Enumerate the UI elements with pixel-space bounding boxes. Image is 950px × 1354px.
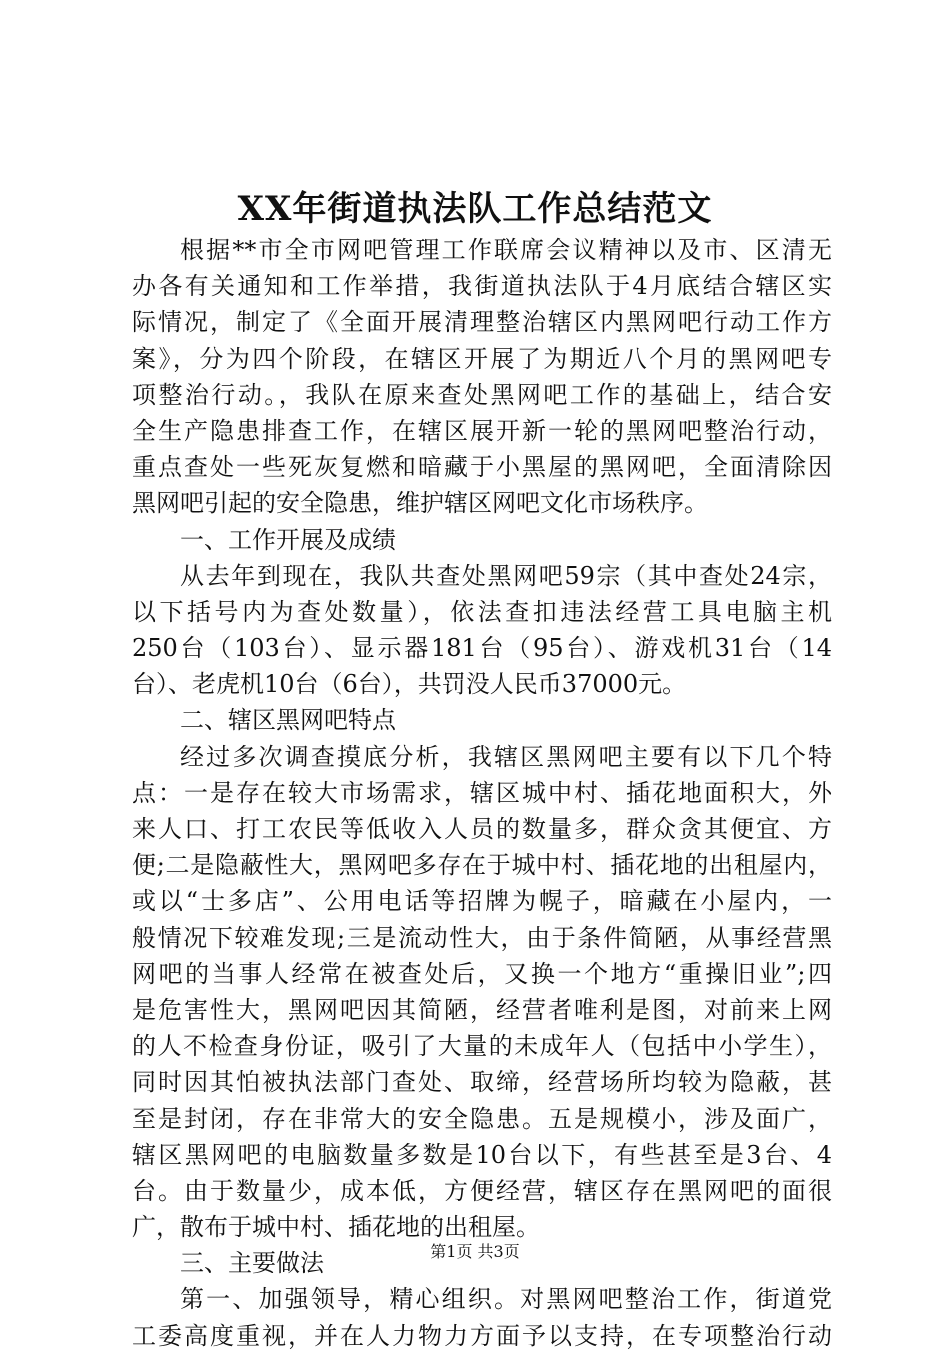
document-title: XX年街道执法队工作总结范文 [237, 189, 713, 229]
paragraph-line: 台）、老虎机10台（6台），共罚没人民币37000元。 [132, 670, 687, 699]
paragraph-line: 同时因其怕被执法部门查处、取缔，经营场所均较为隐蔽，甚 [132, 1068, 832, 1097]
paragraph-line: 工委高度重视，并在人力物力方面予以支持，在专项整治行动 [132, 1321, 832, 1350]
paragraph-line: 根据**市全市网吧管理工作联席会议精神以及市、区清无 [180, 236, 832, 264]
paragraph-line: 案》，分为四个阶段，在辖区开展了为期近八个月的黑网吧专 [132, 344, 832, 373]
paragraph-line: 或以“士多店”、公用电话等招牌为幌子，暗藏在小屋内，一 [132, 887, 832, 916]
paragraph-line: 来人口、打工农民等低收入人员的数量多，群众贪其便宜、方 [132, 815, 832, 843]
paragraph-line: 的人不检查身份证，吸引了大量的未成年人（包括中小学生）， [132, 1032, 832, 1061]
paragraph-line: 以下括号内为查处数量），依法查扣违法经营工具电脑主机 [132, 597, 832, 626]
section-heading: 一、工作开展及成绩 [180, 525, 396, 554]
paragraph-line: 经过多次调查摸底分析，我辖区黑网吧主要有以下几个特 [180, 742, 832, 771]
paragraph-line: 从去年到现在，我队共查处黑网吧59宗（其中查处24宗， [180, 561, 832, 590]
paragraph-line: 黑网吧引起的安全隐患，维护辖区网吧文化市场秩序。 [132, 489, 708, 518]
paragraph-line: 250台（103台）、显示器181台（95台）、游戏机31台（14 [132, 634, 832, 663]
paragraph-line: 网吧的当事人经常在被查处后，又换一个地方“重操旧业”;四 [132, 959, 832, 988]
paragraph-line: 便;二是隐蔽性大，黑网吧多存在于城中村、插花地的出租屋内， [132, 851, 832, 880]
paragraph-line: 至是封闭，存在非常大的安全隐患。五是规模小，涉及面广， [132, 1104, 832, 1133]
paragraph-line: 第一、加强领导，精心组织。对黑网吧整治工作，街道党 [180, 1285, 832, 1314]
paragraph-line: 项整治行动。，我队在原来查处黑网吧工作的基础上，结合安 [132, 380, 832, 409]
section-heading: 三、主要做法 [180, 1249, 324, 1278]
paragraph-line: 点：一是存在较大市场需求，辖区城中村、插花地面积大，外 [132, 778, 832, 807]
paragraph-line: 台。由于数量少，成本低，方便经营，辖区存在黑网吧的面很 [132, 1176, 832, 1205]
paragraph-line: 辖区黑网吧的电脑数量多数是10台以下，有些甚至是3台、4 [132, 1140, 832, 1169]
paragraph-line: 办各有关通知和工作举措，我街道执法队于4月底结合辖区实 [132, 272, 832, 301]
page-footer: 第1页 共3页 [430, 1242, 520, 1261]
paragraph-line: 是危害性大，黑网吧因其简陋，经营者唯利是图，对前来上网 [132, 995, 832, 1024]
paragraph-line: 际情况，制定了《全面开展清理整治辖区内黑网吧行动工作方 [132, 308, 832, 337]
paragraph-line: 般情况下较难发现;三是流动性大，由于条件简陋，从事经营黑 [132, 923, 832, 952]
paragraph-line: 全生产隐患排查工作，在辖区展开新一轮的黑网吧整治行动， [132, 416, 832, 445]
section-heading: 二、辖区黑网吧特点 [180, 706, 396, 735]
paragraph-line: 广，散布于城中村、插花地的出租屋。 [132, 1213, 540, 1242]
paragraph-line: 重点查处一些死灰复燃和暗藏于小黑屋的黑网吧，全面清除因 [132, 453, 832, 482]
document-body [132, 232, 832, 1354]
